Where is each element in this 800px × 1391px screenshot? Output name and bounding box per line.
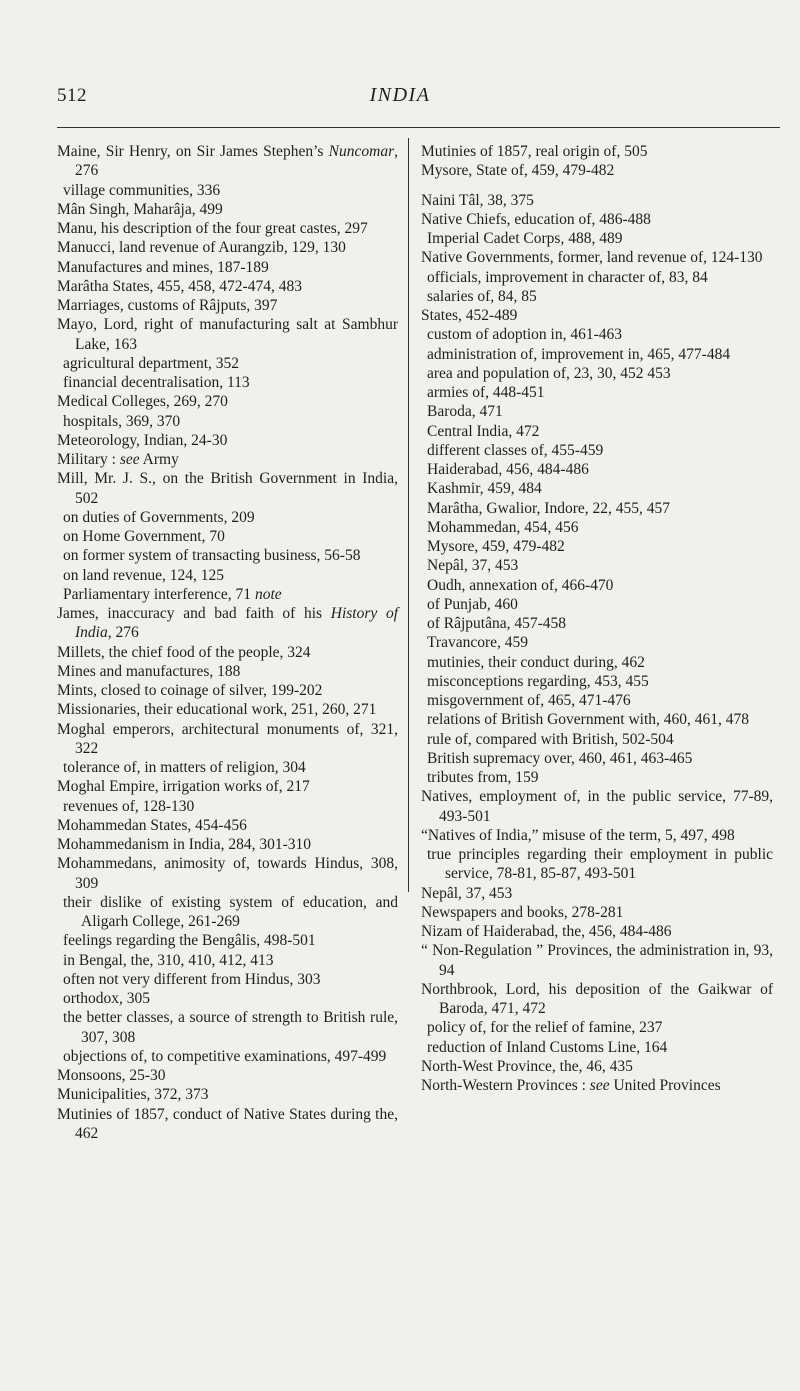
- index-subentry: [421, 364, 773, 383]
- index-entry: [57, 681, 398, 700]
- entry-text: Native Governments, former, land revenue of, 124-130: [421, 249, 763, 267]
- index-entry: [421, 941, 773, 980]
- index-entry: [421, 1076, 773, 1095]
- entry-text: Newspapers and books, 278-281: [421, 903, 624, 921]
- entry-text: Marriages, customs of Râjputs, 397: [57, 297, 278, 314]
- index-subentry: [57, 931, 398, 950]
- entry-text: true principles regarding their employment in public service, 78-81, 85-87, 493-501: [427, 846, 773, 883]
- entry-text: Kashmir, 459, 484: [427, 480, 542, 498]
- index-entry: [57, 469, 398, 508]
- entry-text: custom of adoption in, 461-463: [427, 326, 623, 344]
- entry-text: Natives, employment of, in the public service, 77-89, 493-501: [421, 788, 773, 825]
- italic-text: see: [119, 451, 140, 468]
- index-subentry: [421, 768, 773, 787]
- index-subentry: [57, 585, 398, 604]
- entry-text: Travancore, 459: [427, 634, 529, 652]
- index-subentry: [57, 181, 398, 200]
- column-divider: [408, 138, 409, 892]
- entry-text: Nizam of Haiderabad, the, 456, 484-486: [421, 923, 672, 940]
- entry-text: Imperial Cadet Corps, 488, 489: [427, 230, 623, 247]
- index-subentry: [421, 345, 773, 364]
- index-subentry: [421, 691, 773, 710]
- index-subentry: [421, 845, 773, 884]
- index-entry: [57, 219, 398, 238]
- entry-text: Parliamentary interference, 71: [63, 585, 255, 603]
- index-subentry: [421, 576, 773, 595]
- entry-text: Mints, closed to coinage of silver, 199-202: [57, 682, 323, 699]
- entry-text: on duties of Governments, 209: [63, 508, 255, 526]
- entry-text: Naini Tâl, 38, 375: [421, 191, 534, 209]
- index-subentry: [421, 402, 773, 421]
- entry-text: mutinies, their conduct during, 462: [427, 653, 645, 671]
- entry-text: reduction of Inland Customs Line, 164: [427, 1038, 668, 1056]
- entry-text: Meteorology, Indian, 24-30: [57, 431, 228, 449]
- index-entry: [57, 315, 398, 354]
- entry-text: Military :: [57, 451, 120, 468]
- entry-text: on Home Government, 70: [63, 528, 225, 545]
- entry-text: Missionaries, their educational work, 251, 260, 271: [57, 701, 377, 719]
- index-column-left: [57, 142, 398, 1143]
- index-subentry: [57, 354, 398, 373]
- index-subentry: [57, 758, 398, 777]
- entry-text: Nepâl, 37, 453: [427, 557, 519, 575]
- index-entry: [57, 277, 398, 296]
- index-entry: [57, 142, 398, 181]
- entry-text: Moghal emperors, architectural monuments of, 321, 322: [57, 720, 398, 757]
- entry-text: Mohammedanism in India, 284, 301-310: [57, 836, 311, 853]
- entry-text: Mohammedan States, 454-456: [57, 816, 247, 834]
- index-subentry: [57, 970, 398, 989]
- entry-text: Mohammedans, animosity of, towards Hindus, 308, 309: [57, 855, 398, 892]
- entry-text: armies of, 448-451: [427, 384, 545, 401]
- entry-text: Mysore, State of, 459, 479-482: [421, 162, 615, 180]
- entry-text: misgovernment of, 465, 471-476: [427, 692, 631, 709]
- entry-text: Moghal Empire, irrigation works of, 217: [57, 778, 310, 796]
- index-subentry: [57, 527, 398, 546]
- entry-text: Mines and manufactures, 188: [57, 662, 241, 680]
- entry-text: Mysore, 459, 479-482: [427, 538, 565, 555]
- entry-text: misconceptions regarding, 453, 455: [427, 672, 649, 690]
- index-entry: [421, 142, 773, 161]
- index-subentry: [57, 1008, 398, 1047]
- index-subentry: [57, 373, 398, 392]
- index-subentry: [421, 287, 773, 306]
- entry-text: Mutinies of 1857, real origin of, 505: [421, 143, 648, 160]
- index-subentry: [421, 710, 773, 729]
- entry-text: Central India, 472: [427, 422, 540, 440]
- entry-text: “ Non-Regulation ” Provinces, the administration in, 93, 94: [421, 942, 773, 979]
- entry-text: their dislike of existing system of education, and Aligarh College, 261-269: [63, 893, 398, 930]
- entry-text: Marâtha, Gwalior, Indore, 22, 455, 457: [427, 499, 671, 517]
- entry-text: , 276: [107, 624, 139, 642]
- entry-text: Mayo, Lord, right of manufacturing salt at Sambhur Lake, 163: [57, 316, 398, 353]
- index-subentry: [421, 268, 773, 287]
- italic-text: note: [254, 585, 282, 603]
- entry-text: feelings regarding the Bengâlis, 498-501: [63, 932, 316, 950]
- entry-text: the better classes, a source of strength to British rule, 307, 308: [63, 1009, 398, 1046]
- entry-text: agricultural department, 352: [63, 354, 240, 372]
- index-subentry: [421, 383, 773, 402]
- entry-text: revenues of, 128-130: [63, 797, 195, 815]
- index-entry: [421, 191, 773, 210]
- entry-text: Millets, the chief food of the people, 324: [57, 643, 311, 661]
- entry-text: Nepâl, 37, 453: [421, 884, 513, 902]
- entry-text: Manu, his description of the four great castes, 297: [57, 220, 368, 237]
- entry-text: Marâtha States, 455, 458, 472-474, 483: [57, 277, 302, 295]
- index-subentry: [421, 595, 773, 614]
- index-subentry: [421, 229, 773, 248]
- index-entry: [57, 854, 398, 893]
- entry-text: tributes from, 159: [427, 769, 539, 786]
- entry-text: British supremacy over, 460, 461, 463-465: [427, 749, 693, 767]
- index-subentry: [421, 479, 773, 498]
- entry-text: area and population of, 23, 30, 452 453: [427, 364, 671, 382]
- index-entry: [57, 450, 398, 469]
- index-subentry: [421, 672, 773, 691]
- entry-text: Mohammedan, 454, 456: [427, 518, 579, 536]
- index-subentry: [421, 537, 773, 556]
- entry-text: tolerance of, in matters of religion, 304: [63, 759, 306, 776]
- entry-text: in Bengal, the, 310, 410, 412, 413: [63, 951, 274, 969]
- entry-text: Mân Singh, Maharâja, 499: [57, 200, 223, 218]
- index-column-right: [421, 142, 773, 1095]
- entry-text: North-West Province, the, 46, 435: [421, 1057, 633, 1075]
- header-rule: [57, 127, 780, 128]
- page-number: 512: [57, 85, 87, 106]
- index-subentry: [421, 556, 773, 575]
- entry-text: relations of British Government with, 460, 461, 478: [427, 711, 750, 729]
- entry-text: officials, improvement in character of, 83, 84: [427, 268, 708, 286]
- entry-text: orthodox, 305: [63, 990, 150, 1007]
- entry-text: often not very different from Hindus, 303: [63, 970, 321, 988]
- entry-text: Maine, Sir Henry, on Sir James Stephen’s: [57, 143, 329, 160]
- italic-text: see: [589, 1077, 610, 1094]
- index-entry: [57, 1105, 398, 1144]
- entry-text: of Râjputâna, 457-458: [427, 615, 567, 632]
- index-entry: [421, 826, 773, 845]
- index-subentry: [57, 508, 398, 527]
- index-entry: [57, 1085, 398, 1104]
- entry-text: village communities, 336: [63, 181, 221, 199]
- entry-text: Oudh, annexation of, 466-470: [427, 576, 614, 594]
- index-subentry: [421, 518, 773, 537]
- entry-text: States, 452-489: [421, 307, 518, 324]
- index-entry: [421, 248, 773, 267]
- index-subentry: [421, 422, 773, 441]
- index-entry: [57, 816, 398, 835]
- entry-text: , 276: [75, 143, 398, 180]
- index-entry: [421, 210, 773, 229]
- index-entry: [57, 604, 398, 643]
- index-entry: [421, 161, 773, 180]
- index-subentry: [421, 325, 773, 344]
- index-subentry: [57, 951, 398, 970]
- entry-text: Medical Colleges, 269, 270: [57, 393, 228, 411]
- index-entry: [57, 200, 398, 219]
- entry-text: Native Chiefs, education of, 486-488: [421, 210, 651, 228]
- entry-text: “Natives of India,” misuse of the term, 5, 497, 498: [421, 826, 735, 844]
- entry-text: Northbrook, Lord, his deposition of the Gaikwar of Baroda, 471, 472: [421, 980, 773, 1017]
- index-entry: [57, 662, 398, 681]
- entry-text: United Provinces: [609, 1077, 721, 1094]
- entry-text: salaries of, 84, 85: [427, 287, 537, 305]
- entry-text: Mutinies of 1857, conduct of Native States during the, 462: [57, 1105, 398, 1142]
- index-subentry: [421, 633, 773, 652]
- index-subentry: [421, 653, 773, 672]
- entry-text: Baroda, 471: [427, 403, 503, 421]
- index-subentry: [421, 749, 773, 768]
- index-entry: [57, 296, 398, 315]
- entry-text: on former system of transacting business, 56-58: [63, 547, 361, 565]
- index-subentry: [57, 546, 398, 565]
- entry-text: on land revenue, 124, 125: [63, 566, 224, 584]
- entry-text: Manucci, land revenue of Aurangzib, 129, 130: [57, 239, 346, 257]
- index-subentry: [57, 412, 398, 431]
- entry-text: Manufactures and mines, 187-189: [57, 258, 269, 276]
- index-entry: [57, 700, 398, 719]
- index-subentry: [57, 566, 398, 585]
- index-entry: [57, 258, 398, 277]
- index-entry: [57, 643, 398, 662]
- entry-text: policy of, for the relief of famine, 237: [427, 1019, 663, 1037]
- index-entry: [57, 1066, 398, 1085]
- index-entry: [57, 392, 398, 411]
- entry-text: of Punjab, 460: [427, 595, 518, 613]
- entry-text: Monsoons, 25-30: [57, 1067, 166, 1084]
- index-subentry: [57, 893, 398, 932]
- index-subentry: [421, 441, 773, 460]
- entry-text: Municipalities, 372, 373: [57, 1086, 209, 1104]
- index-subentry: [421, 499, 773, 518]
- index-entry: [421, 1057, 773, 1076]
- entry-text: Mill, Mr. J. S., on the British Government in India, 502: [57, 470, 398, 507]
- italic-text: Nuncomar: [328, 143, 395, 160]
- index-entry: [421, 922, 773, 941]
- index-subentry: [421, 460, 773, 479]
- entry-text: administration of, improvement in, 465, 477-484: [427, 345, 731, 363]
- index-entry: [57, 431, 398, 450]
- index-entry: [421, 787, 773, 826]
- running-title: INDIA: [369, 84, 431, 106]
- entry-text: Army: [139, 451, 179, 468]
- index-subentry: [57, 1047, 398, 1066]
- index-subentry: [57, 797, 398, 816]
- index-entry: [57, 835, 398, 854]
- index-entry: [57, 777, 398, 796]
- entry-text: rule of, compared with British, 502-504: [427, 730, 674, 748]
- index-subentry: [421, 1018, 773, 1037]
- entry-text: James, inaccuracy and bad faith of his: [57, 605, 331, 622]
- italic-text: History of India: [75, 605, 398, 642]
- index-entry: [57, 238, 398, 257]
- index-subentry: [57, 989, 398, 1008]
- entry-text: financial decentralisation, 113: [63, 374, 250, 391]
- entry-text: Haiderabad, 456, 484-486: [427, 461, 589, 478]
- index-entry: [421, 884, 773, 903]
- index-subentry: [421, 730, 773, 749]
- entry-text: objections of, to competitive examinations, 497-499: [63, 1047, 387, 1065]
- index-entry: [421, 903, 773, 922]
- entry-text: different classes of, 455-459: [427, 441, 604, 459]
- entry-text: hospitals, 369, 370: [63, 412, 181, 430]
- index-subentry: [421, 614, 773, 633]
- entry-text: North-Western Provinces :: [421, 1077, 590, 1094]
- index-entry: [57, 720, 398, 759]
- index-entry: [421, 306, 773, 325]
- index-entry: [421, 980, 773, 1019]
- index-subentry: [421, 1038, 773, 1057]
